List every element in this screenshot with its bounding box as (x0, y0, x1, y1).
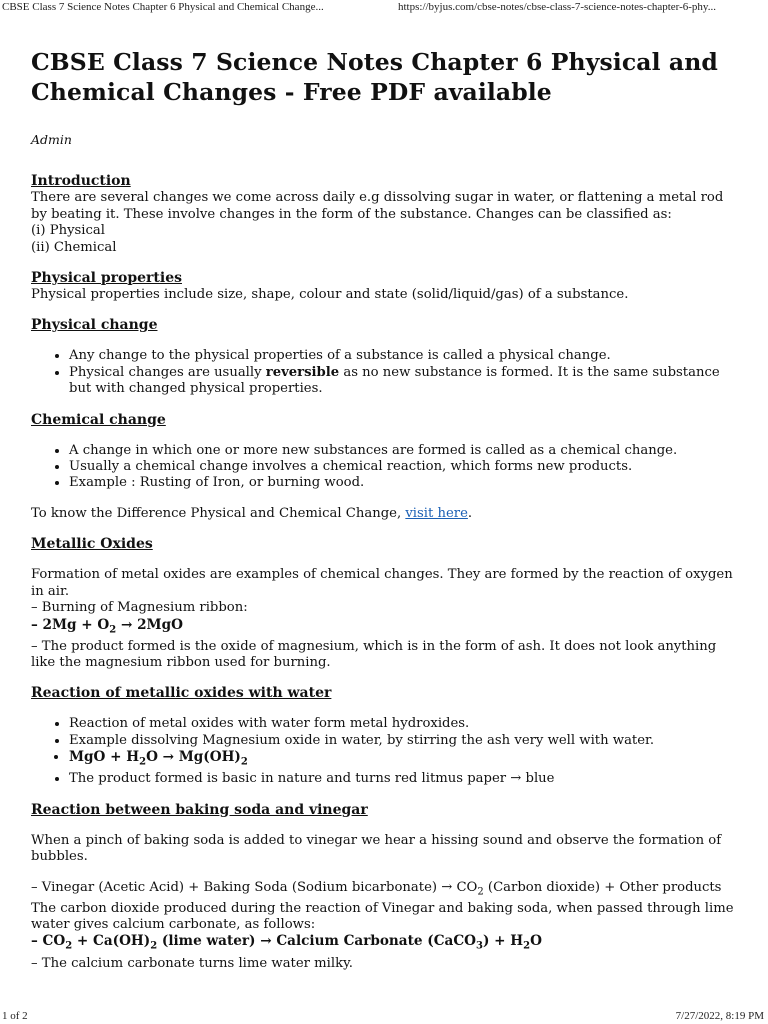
list-item: • Reaction of metal oxides with water form metal hydroxides. (69, 716, 743, 732)
reversible-emphasis: reversible (265, 364, 340, 380)
introduction-item-chemical: (ii) Chemical (31, 239, 117, 255)
equation-subscript: 2 (523, 941, 531, 953)
equation-subscript: 2 (65, 941, 73, 953)
equation-part: – Vinegar (Acetic Acid) + Baking Soda (Sodium bicarbonate) → CO (31, 879, 478, 895)
milky-text: – The calcium carbonate turns lime water milky. (31, 955, 353, 971)
equation-part: (Carbon dioxide) + Other products (483, 879, 722, 895)
article (31, 47, 743, 972)
magnesium-equation (31, 617, 743, 639)
introduction-text: There are several changes we come across daily e.g dissolving sugar in water, or flattening a metal rod by beating it. These involve changes in the form of the substance. Changes can be classified as: (31, 190, 724, 222)
equation-part: ) + H (482, 933, 524, 950)
list-item: • Any change to the physical properties of a substance is called a physical change. (69, 348, 743, 364)
difference-paragraph (31, 506, 743, 522)
lime-water-equation (31, 933, 743, 955)
list-item (69, 365, 743, 398)
equation-subscript: 2 (150, 941, 158, 953)
list-item-text: Physical changes are usually (69, 364, 266, 380)
equation-part: → 2MgO (116, 616, 183, 633)
metallic-oxides-section (31, 536, 743, 671)
physical-change-section (31, 317, 743, 397)
chemical-change-heading: Chemical change (31, 411, 166, 428)
list-item: • A change in which one or more new substances are formed is called as a chemical change. (69, 443, 743, 459)
burning-magnesium-label: – Burning of Magnesium ribbon: (31, 600, 248, 616)
reaction-water-section (31, 685, 743, 787)
chemical-change-section (31, 412, 743, 492)
introduction-section (31, 173, 743, 256)
print-header-title: CBSE Class 7 Science Notes Chapter 6 Physical and Chemical Change... (2, 1, 324, 13)
list-item-text: as no new substance is formed. It is the same substance but with changed physical properties. (69, 364, 720, 397)
equation-subscript: 2 (477, 886, 484, 898)
difference-text: To know the Difference Physical and Chemical Change, (31, 505, 406, 521)
metallic-oxides-text: Formation of metal oxides are examples of chemical changes. They are formed by the reaction of oxygen in air. (31, 567, 733, 599)
equation-subscript: 2 (240, 756, 248, 768)
baking-soda-section (31, 802, 743, 972)
equation-part: – 2Mg + O (31, 616, 110, 633)
baking-soda-text: When a pinch of baking soda is added to vinegar we hear a hissing sound and observe the formation of bubbles. (31, 832, 722, 865)
reaction-water-heading: Reaction of metallic oxides with water (31, 685, 332, 702)
page-number: 1 of 2 (2, 1010, 28, 1022)
article-title: CBSE Class 7 Science Notes Chapter 6 Physical and Chemical Changes - Free PDF available (31, 48, 718, 106)
print-header-url: https://byjus.com/cbse-notes/cbse-class-7-science-notes-chapter-6-phy... (398, 1, 716, 13)
reaction-water-list (31, 716, 743, 787)
introduction-heading: Introduction (31, 173, 131, 190)
magnesium-product-text: – The product formed is the oxide of magnesium, which is in the form of ash. It does not look anything like the magnesium ribbon used for burning. (31, 638, 717, 671)
equation-part: – CO (31, 933, 66, 950)
introduction-item-physical: (i) Physical (31, 223, 105, 239)
baking-soda-heading: Reaction between baking soda and vinegar (31, 801, 368, 818)
physical-change-list (31, 348, 743, 397)
list-item-equation (69, 749, 743, 771)
list-item: • Example dissolving Magnesium oxide in water, by stirring the ash very well with water. (69, 733, 743, 749)
equation-subscript: 2 (139, 756, 147, 768)
equation-part: O (530, 933, 542, 950)
author: Admin (31, 132, 72, 147)
vinegar-reaction-line (31, 880, 743, 901)
equation-subscript: 2 (109, 624, 117, 636)
print-datetime: 7/27/2022, 8:19 PM (675, 1010, 764, 1022)
list-item: • Usually a chemical change involves a chemical reaction, which forms new products. (69, 459, 743, 475)
lime-water-text: The carbon dioxide produced during the reaction of Vinegar and baking soda, when passed through lime water gives calcium carbonate, as follows: (31, 900, 734, 933)
equation-part: (lime water) → Calcium Carbonate (CaCO (157, 933, 476, 950)
physical-change-heading: Physical change (31, 317, 158, 334)
print-header (0, 0, 768, 18)
physical-properties-section (31, 270, 743, 303)
chemical-change-list (31, 443, 743, 492)
list-item: • The product formed is basic in nature and turns red litmus paper → blue (69, 771, 743, 787)
equation-part: O → Mg(OH) (146, 749, 241, 766)
visit-here-link[interactable]: visit here (405, 505, 468, 521)
equation-part: + Ca(OH) (72, 933, 151, 950)
difference-period: . (467, 505, 473, 521)
equation-part: MgO + H (69, 749, 140, 766)
list-item: • Example : Rusting of Iron, or burning wood. (69, 475, 743, 491)
physical-properties-heading: Physical properties (31, 270, 182, 287)
physical-properties-text: Physical properties include size, shape, colour and state (solid/liquid/gas) of a substance. (31, 287, 629, 303)
metallic-oxides-heading: Metallic Oxides (31, 536, 153, 553)
equation-subscript: 3 (476, 941, 483, 953)
print-footer (0, 1008, 768, 1024)
